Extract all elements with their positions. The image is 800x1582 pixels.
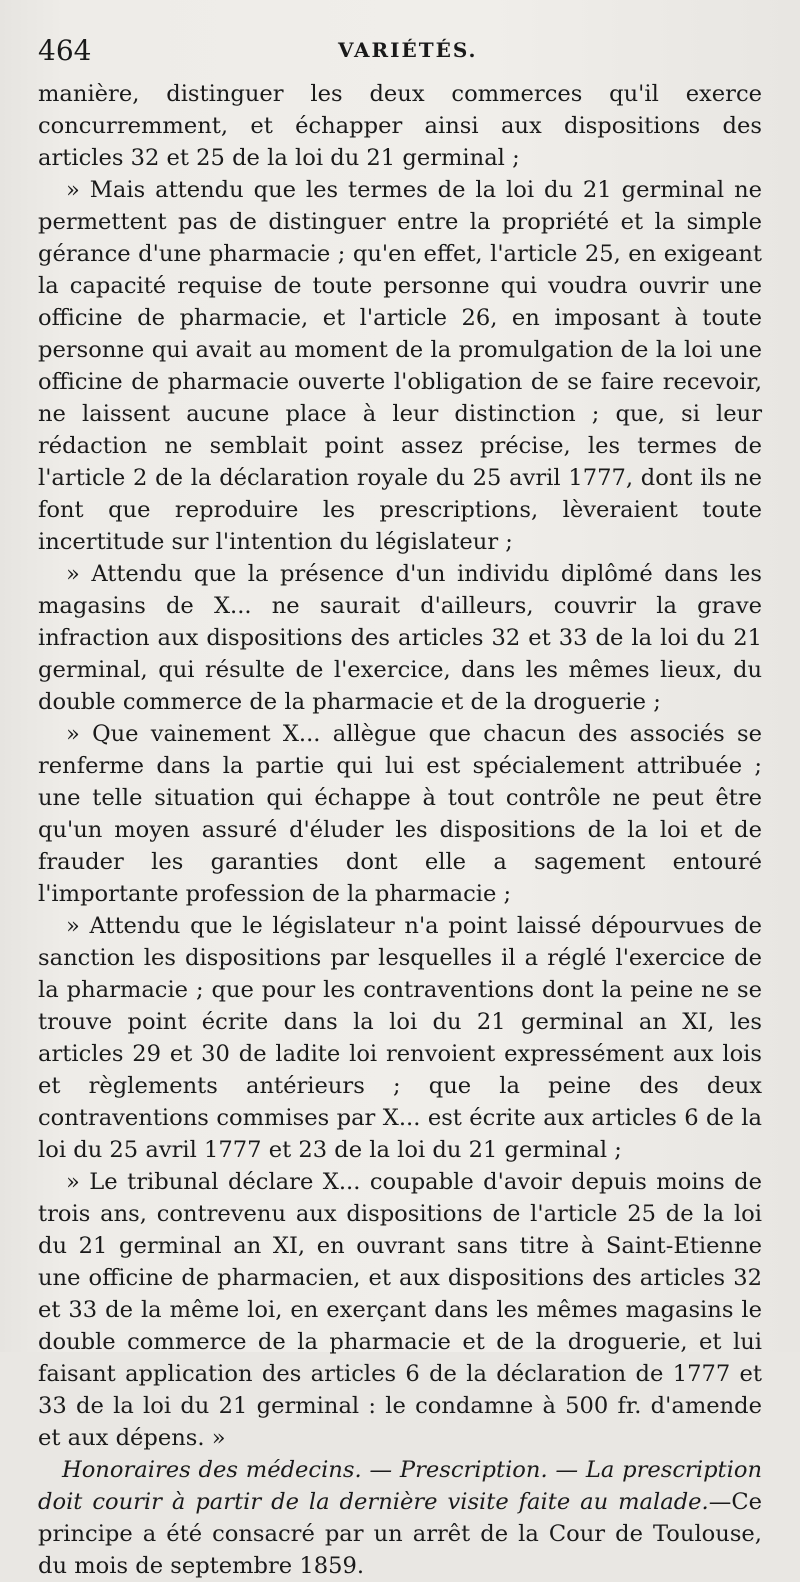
paragraph-mais-attendu: » Mais attendu que les termes de la loi du 21 germinal ne permettent pas de distinguer entre la propriété et la simple gérance d'une pharmacie ; qu'en effet, l'article 25, en exigeant la capacité requise de toute personne qui voudra ouvrir une officine de pharmacie, et l'article 26, en imposant à toute personne qui avait au moment de la promulgation de la loi une officine de pharmacie ouverte l'obligation de se faire recevoir, ne laissent aucune place à leur distinction ; que, si leur rédaction ne semblait point assez précise, les termes de l'article 2 de la déclaration royale du 25 avril 1777, dont ils ne font que reproduire les prescriptions, lèveraient toute incertitude sur l'intention du législateur ; (38, 177, 762, 555)
paragraph-honoraires (38, 1454, 762, 1582)
honoraires-heading: Honoraires des médecins. — Prescription. — La prescription doit courir à partir de la dernière visite faite au malade. (38, 1457, 762, 1515)
body-text (38, 78, 762, 1582)
paragraph-presence-diplome: » Attendu que la présence d'un individu diplômé dans les magasins de X... ne saurait d'ailleurs, couvrir la grave infraction aux dispositions des articles 32 et 33 de la loi du 21 germinal, qui résulte de l'exercice, dans les mêmes lieux, du double commerce de la pharmacie et de la droguerie ; (38, 561, 762, 715)
paragraph-vainement: » Que vainement X... allègue que chacun des associés se renferme dans la partie qui lui est spécialement attribuée ; une telle situation qui échappe à tout contrôle ne peut être qu'un moyen assuré d'éluder les dispositions de la loi et de frauder les garanties dont elle a sagement entouré l'importante profession de la pharmacie ; (38, 721, 762, 907)
paragraph-tribunal-declare: » Le tribunal déclare X... coupable d'avoir depuis moins de trois ans, contrevenu aux dispositions de l'article 25 de la loi du 21 germinal an XI, en ouvrant sans titre à Saint-Etienne une officine de pharmacien, et aux dispositions des articles 32 et 33 de la même loi, en exerçant dans les mêmes magasins le double commerce de la pharmacie et de la droguerie, et lui faisant application des articles 6 de la déclaration de 1777 et 33 de la loi du 21 germinal : le condamne à 500 fr. d'amende et aux dépens. » (38, 1169, 762, 1451)
paragraph-legislateur: » Attendu que le législateur n'a point laissé dépourvues de sanction les dispositions par lesquelles il a réglé l'exercice de la pharmacie ; que pour les contraventions dont la peine ne se trouve point écrite dans la loi du 21 germinal an XI, les articles 29 et 30 de ladite loi renvoient expressément aux lois et règlements antérieurs ; que la peine des deux contraventions commises par X... est écrite aux articles 6 de la loi du 25 avril 1777 et 23 de la loi du 21 germinal ; (38, 913, 762, 1163)
running-head (38, 26, 762, 78)
paragraph-continuation: manière, distinguer les deux commerces qu'il exerce concurremment, et échapper ainsi aux dispositions des articles 32 et 25 de la loi du 21 germinal ; (38, 81, 762, 171)
page-number: 464 (38, 34, 92, 67)
honoraires-text: —Ce principe a été consacré par un arrêt de la Cour de Toulouse, du mois de septembre 1859. (38, 1489, 762, 1579)
running-title: VARIÉTÉS. (338, 38, 478, 62)
